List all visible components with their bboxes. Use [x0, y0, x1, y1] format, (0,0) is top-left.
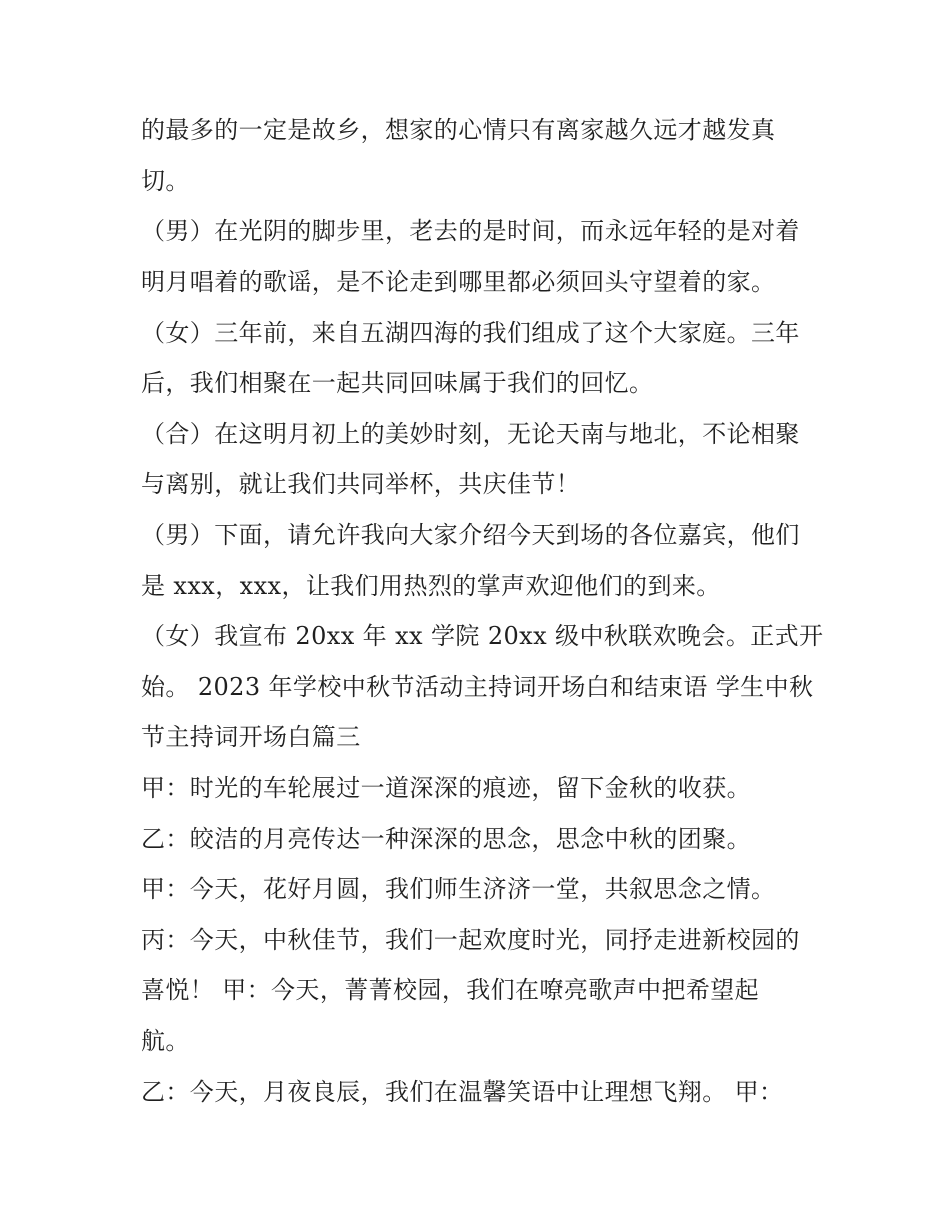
text-line: 丙：今天，中秋佳节，我们一起欢度时光，同抒走进新校园的: [141, 926, 800, 954]
text-line: 与离别，就让我们共同举杯，共庆佳节！: [141, 470, 581, 498]
text-line: （男）下面，请允许我向大家介绍今天到场的各位嘉宾，他们: [141, 521, 800, 549]
text-line: （合）在这明月初上的美妙时刻，无论天南与地北，不论相聚: [141, 420, 800, 448]
text-line: 喜悦！ 甲：今天，菁菁校园，我们在嘹亮歌声中把希望起: [141, 976, 760, 1004]
text-line: （男）在光阴的脚步里，老去的是时间，而永远年轻的是对着: [141, 217, 800, 245]
text-line: 切。: [141, 167, 190, 195]
text-line: 乙：今天，月夜良辰，我们在温馨笑语中让理想飞翔。 甲：: [141, 1078, 784, 1106]
text-line: 是 xxx，xxx，让我们用热烈的掌声欢迎他们的到来。: [141, 572, 721, 600]
text-line: 航。: [141, 1027, 190, 1055]
text-line: （女）三年前，来自五湖四海的我们组成了这个大家庭。三年: [141, 319, 800, 347]
text-line: 的最多的一定是故乡，想家的心情只有离家越久远才越发真: [141, 116, 776, 144]
text-line: 后，我们相聚在一起共同回味属于我们的回忆。: [141, 369, 654, 397]
text-line: （女）我宣布 20xx 年 xx 学院 20xx 级中秋联欢晚会。正式开: [141, 622, 824, 650]
text-line: 甲：时光的车轮展过一道深深的痕迹，留下金秋的收获。: [141, 774, 751, 802]
text-line: 节主持词开场白篇三: [141, 723, 361, 751]
text-line: 甲：今天，花好月圆，我们师生济济一堂，共叙思念之情。: [141, 875, 776, 903]
text-line: 始。 2023 年学校中秋节活动主持词开场白和结束语 学生中秋: [141, 673, 814, 701]
text-line: 明月唱着的歌谣，是不论走到哪里都必须回头守望着的家。: [141, 268, 776, 296]
text-line: 乙：皎洁的月亮传达一种深深的思念，思念中秋的团聚。: [141, 825, 751, 853]
